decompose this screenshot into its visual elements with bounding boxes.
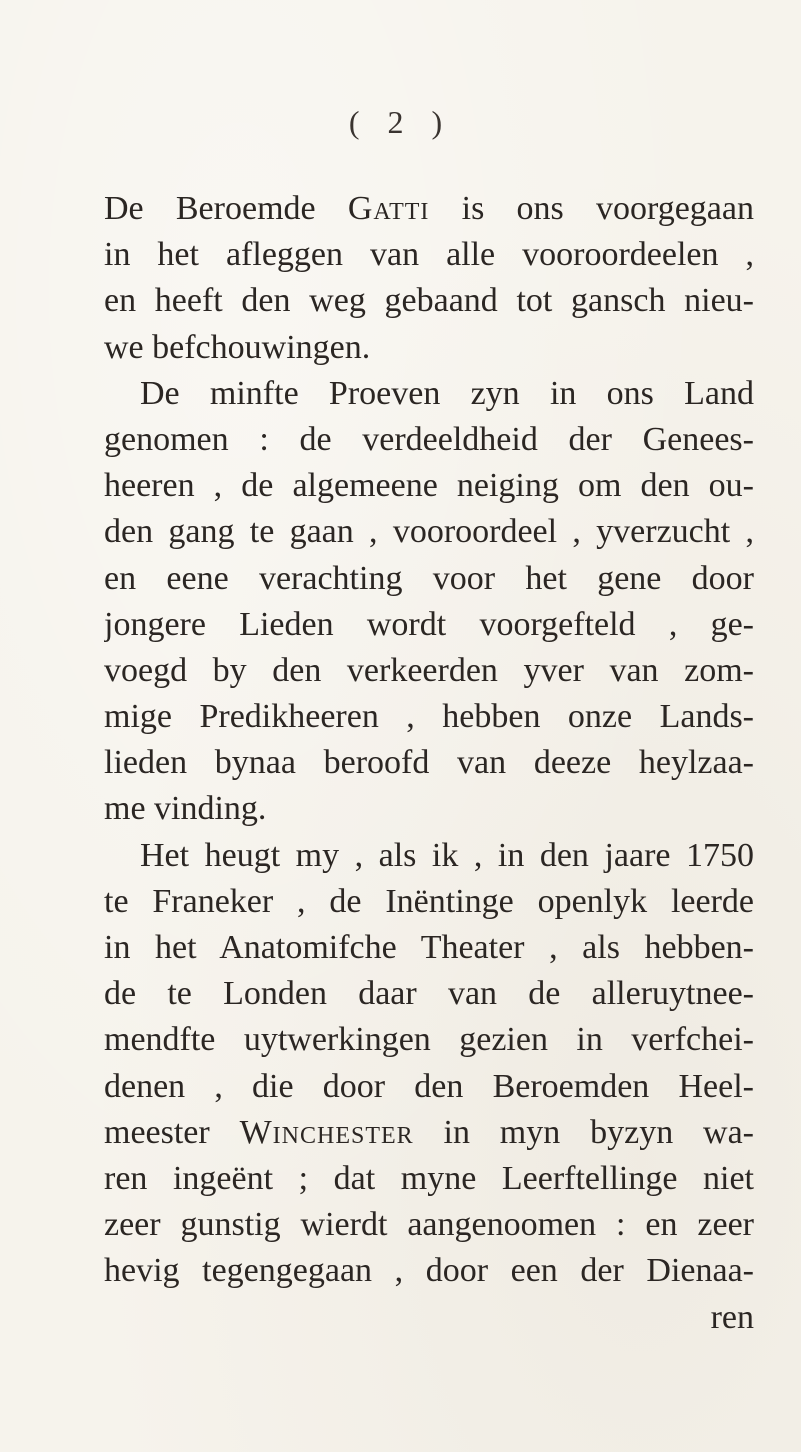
text-line: Het heugt my , als ik , in den jaare 1750 <box>140 836 754 874</box>
text-line: denen , die door den Beroemden Heel- <box>104 1067 754 1105</box>
text-line: in het afleggen van alle vooroordeelen , <box>104 236 754 274</box>
text-segment: meester <box>104 1113 240 1151</box>
text-line: mige Predikheeren , hebben onze Lands- <box>104 698 754 736</box>
text-segment: De Beroemde <box>104 190 348 227</box>
text-line: en eene verachting voor het gene door <box>104 559 754 597</box>
text-line: in het Anatomifche Theater , als hebben- <box>104 929 754 966</box>
text-line <box>104 186 754 232</box>
text-segment: in myn byzyn wa- <box>413 1113 754 1151</box>
page-number: ( 2 ) <box>348 104 453 140</box>
text-line: heeren , de algemeene neiging om den ou- <box>104 467 754 505</box>
text-line: lieden bynaa beroofd van deeze heylzaa- <box>104 744 754 782</box>
text-line: jongere Lieden wordt voorgefteld , ge- <box>104 605 754 643</box>
text-line: me vinding. <box>104 790 267 828</box>
text-line: hevig tegengegaan , door een der Dienaa- <box>104 1252 754 1290</box>
text-line <box>104 1110 754 1156</box>
text-line: en heeft den weg gebaand tot gansch nieu- <box>104 282 754 320</box>
text-line: den gang te gaan , vooroordeel , yverzucht , <box>104 513 754 551</box>
text-line: De minfte Proeven zyn in ons Land <box>140 374 754 412</box>
name-small-caps: Winchester <box>239 1113 414 1151</box>
text-line: genomen : de verdeeldheid der Genees- <box>104 420 754 458</box>
text-line: de te Londen daar van de alleruytnee- <box>104 975 754 1013</box>
text-segment: is ons voorgegaan <box>429 190 754 227</box>
text-line: voegd by den verkeerden yver van zom- <box>104 651 754 689</box>
text-line: te Franeker , de Inëntinge openlyk leerde <box>104 882 754 920</box>
catchword: ren <box>710 1298 754 1336</box>
text-line: ren ingeënt ; dat myne Leerftellinge niet <box>104 1159 754 1197</box>
text-line: mendfte uytwerkingen gezien in verfchei- <box>104 1021 754 1059</box>
text-line: we befchouwingen. <box>104 328 371 366</box>
name-small-caps: Gatti <box>347 190 430 227</box>
text-line: zeer gunstig wierdt aangenoomen : en zeer <box>104 1206 754 1244</box>
body-text <box>104 186 754 1341</box>
